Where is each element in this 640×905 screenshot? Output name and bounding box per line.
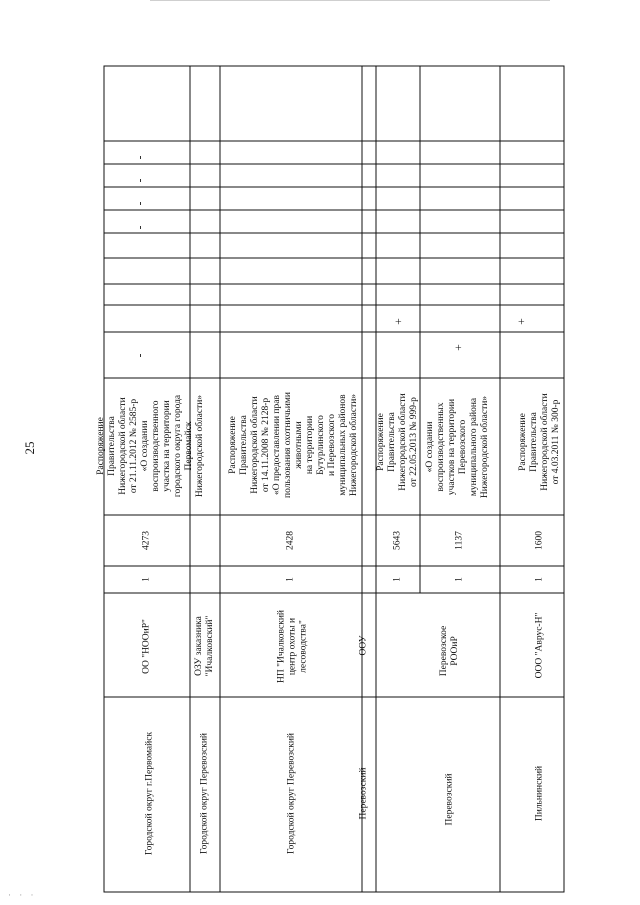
row5-count: 1 <box>392 577 403 582</box>
row4-user: ООУ <box>358 635 369 656</box>
row7-count: 1 <box>534 577 545 582</box>
row6-mark-1: + <box>450 344 465 351</box>
scan-artifact: · · · <box>8 890 37 900</box>
row5-district: Перевозский <box>444 773 455 826</box>
row7-user: ООО "Аврус-Н" <box>534 612 545 679</box>
row3-district: Городской округ Перевозский <box>286 733 297 855</box>
row6-doc: «О создании воспроизводственных участков на территории Перевозского муниципального района Нижегородской области» <box>425 395 490 499</box>
row2-user: ОЗУ заказника "Ичалковский" <box>194 615 215 677</box>
row1-mark-7: - <box>132 201 147 206</box>
row1-mark-1: - <box>132 353 147 358</box>
row7-district: Пильнинский <box>534 765 545 822</box>
row6-count: 1 <box>454 577 465 582</box>
page-number: 25 <box>22 441 37 455</box>
row4-district: Перевозский <box>358 767 369 820</box>
row5-doc: Распоряжение Правительства Нижегородской области от 22.05.2013 № 999-р <box>376 393 419 491</box>
row3-count: 1 <box>285 577 296 582</box>
row5-mark-2: + <box>390 318 405 325</box>
row1-district: Городской округ г.Первомайск <box>144 731 155 856</box>
row1-area: 4273 <box>141 531 152 550</box>
row3-doc: Распоряжение Правительства Нижегородской области от 14.11.2008 № 2128-р «О предоставлении прав пользования охотничьими животными на территории Бутурлинского и Перевозского муниципальных районов Нижегородской области» <box>228 392 359 498</box>
row3-area: 2428 <box>285 531 296 550</box>
row1-count: 1 <box>141 577 152 582</box>
row1-user: ОО "НООиР" <box>141 619 152 674</box>
row3-user: НП "Ичалковский центр охоты и лесоводства" <box>276 610 309 683</box>
row5-area: 5643 <box>392 531 403 550</box>
row2-district: Городской округ Перевозский <box>199 733 210 855</box>
row7-doc: Распоряжение Правительства Нижегородской области от 4.03.2011 № 300-р <box>518 393 561 491</box>
row1-mark-8: - <box>132 178 147 183</box>
row7-area: 1600 <box>534 531 545 550</box>
row7-mark-2: + <box>513 318 528 325</box>
row6-area: 1137 <box>454 531 465 550</box>
row1-mark-6: - <box>132 225 147 230</box>
row1-doc: Распоряжение Правительства Нижегородской области от 21.11.2012 № 2585-р «О создании воспроизводственного участка на территории городского округа города Первомайск Нижегородской области» <box>96 394 205 498</box>
row5-user: Перевозское РООиР <box>439 625 460 677</box>
row1-mark-9: - <box>132 155 147 160</box>
